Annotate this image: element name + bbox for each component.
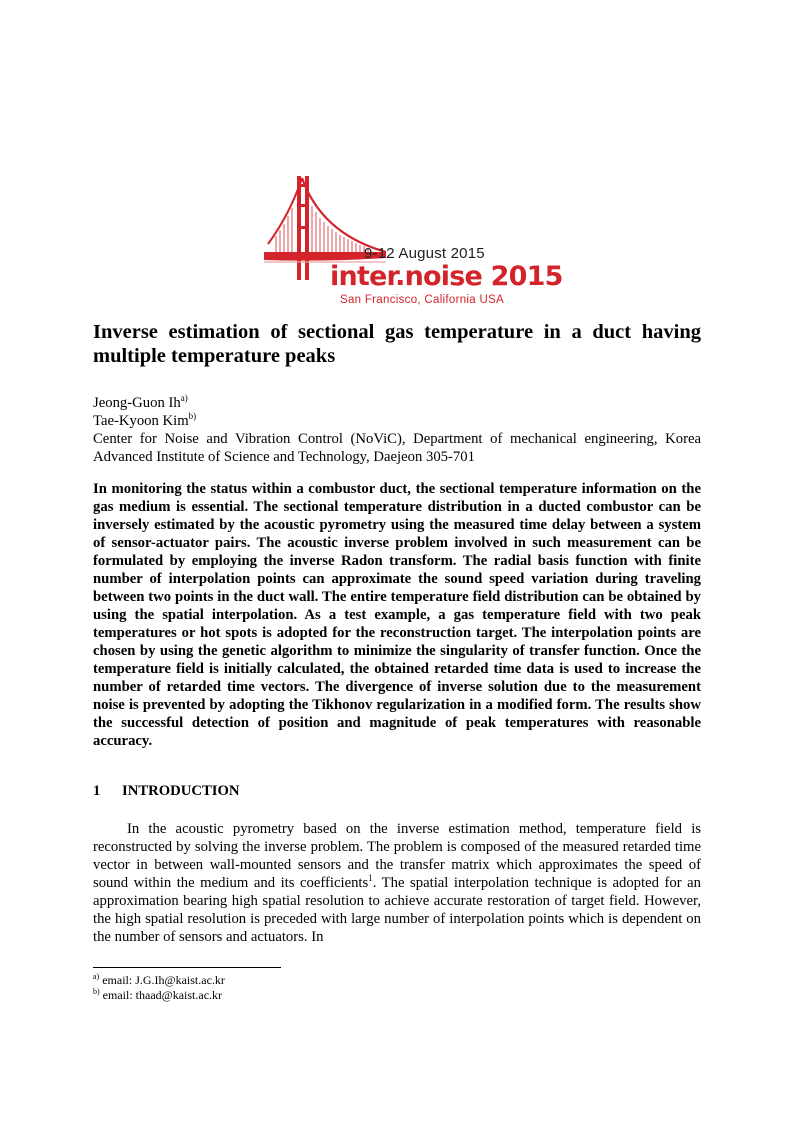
section-number: 1 — [93, 783, 101, 799]
author-1 — [93, 394, 701, 412]
abstract: In monitoring the status within a combustor duct, the sectional temperature information on the gas medium is essential. The sectional temperature distribution in a ducted combustor can be inversely estimated by the acoustic pyrometry using the measured time delay between a system of sensor-actuator pairs. The acoustic inverse problem involved in such measurement can be formulated by employing the inverse Radon transform. The radial basis function with finite number of interpolation points can approximate the sound speed variation during traveling between two points in the duct wall. The entire temperature field distribution can be obtained by using the spatial interpolation. As a test example, a gas temperature field with two peak temperatures or hot spots is adopted for the reconstruction target. The interpolation points are chosen by using the genetic algorithm to minimize the singularity of transfer function. Once the temperature field is initially calculated, the obtained retarded time data is used to increase the number of retarded time vectors. The divergence of inverse solution due to the measurement noise is prevented by adopting the Tikhonov regularization in a modified form. The results show the successful detection of position and magnitude of peak temperatures with reasonable accuracy. — [93, 481, 701, 749]
footnote-b — [93, 988, 225, 1003]
author-2 — [93, 412, 701, 430]
author-name: Tae-Kyoon Kim — [93, 413, 189, 429]
footnotes — [93, 973, 225, 1003]
section-title: INTRODUCTION — [122, 783, 240, 799]
author-mark: a) — [180, 393, 188, 403]
author-list — [93, 394, 701, 430]
footnote-divider — [93, 967, 281, 968]
intro-text-b: . The spatial interpolation technique is adopted for an approximation bearing high spatial resolution to achieve accurate restoration of target field. However, the high spatial resolution is preceded with large number of interpolation points which is dependent on the number of sensors and actuators. In — [93, 875, 701, 945]
conference-name: inter.noise 2015 — [330, 261, 563, 292]
footnote-mark: a) — [93, 972, 100, 981]
paper-title: Inverse estimation of sectional gas temperature in a duct having multiple temperature peaks — [93, 321, 701, 367]
intro-text-a: In the acoustic pyrometry based on the inverse estimation method, temperature field is reconstructed by solving the inverse problem. The problem is composed of the measured retarded time vector in between wall-mounted sensors and the transfer matrix which approximates the speed of sound within the medium and its coefficients — [93, 821, 701, 891]
footnote-a — [93, 973, 225, 988]
conference-location: San Francisco, California USA — [340, 294, 505, 306]
footnote-text: email: J.G.Ih@kaist.ac.kr — [102, 973, 225, 987]
intro-paragraph — [93, 820, 701, 946]
affiliation: Center for Noise and Vibration Control (NoViC), Department of mechanical engineering, Korea Advanced Institute of Science and Technology, Daejeon 305-701 — [93, 431, 701, 465]
footnote-mark: b) — [93, 987, 100, 996]
section-heading — [93, 783, 240, 800]
conference-dates: 9-12 August 2015 — [364, 245, 485, 262]
author-mark: b) — [188, 411, 197, 421]
author-name: Jeong-Guon Ih — [93, 395, 181, 411]
footnote-text: email: thaad@kaist.ac.kr — [102, 988, 223, 1002]
citation-ref: 1 — [368, 873, 373, 883]
